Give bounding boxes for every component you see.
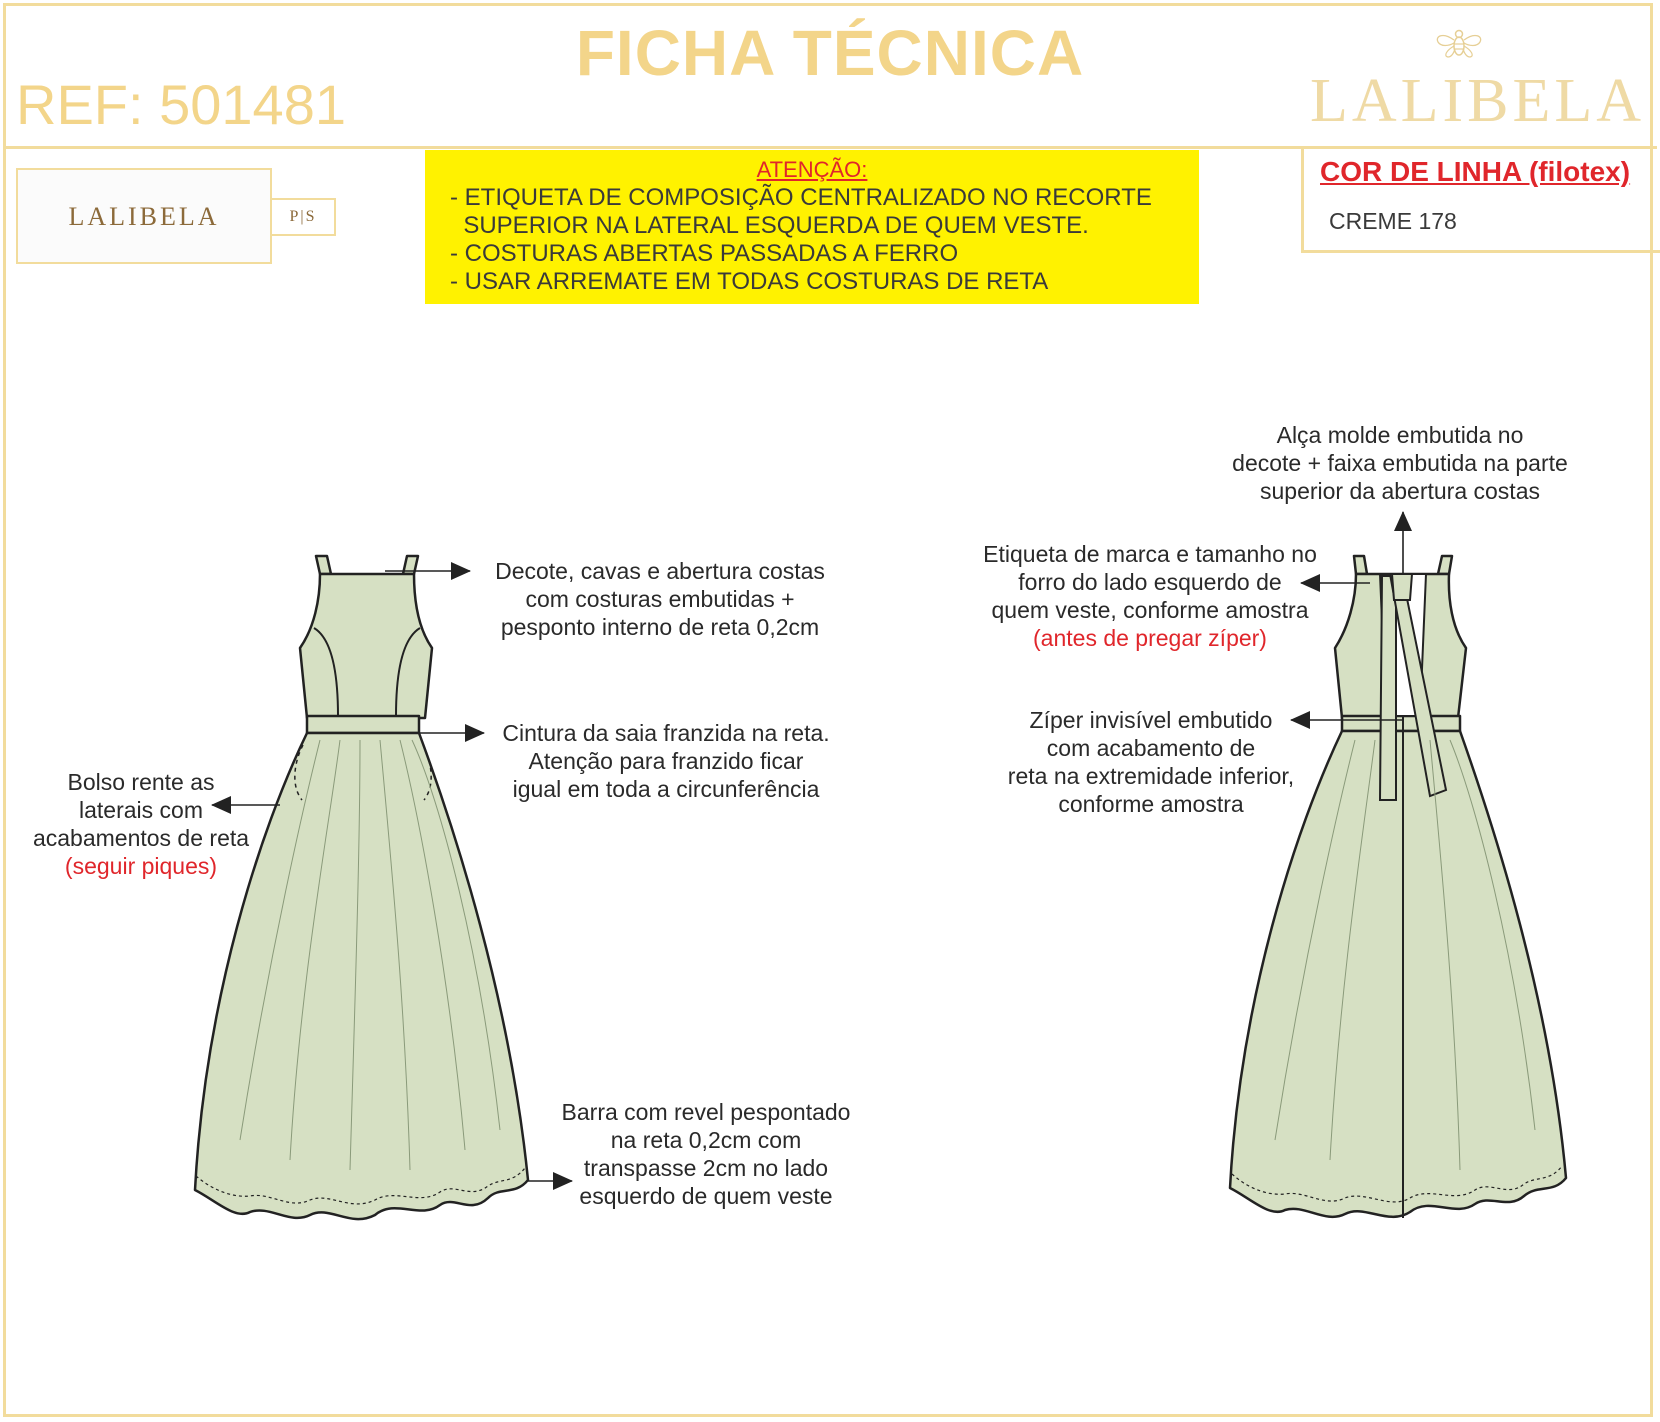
note-line: acabamentos de reta [32, 825, 250, 851]
note-pocket [16, 768, 266, 880]
note-line: reta na extremidade inferior, [1007, 763, 1295, 789]
front-left-strap [316, 556, 331, 574]
note-hem [536, 1098, 876, 1210]
note-line: conforme amostra [1058, 791, 1244, 817]
note-line: Alça molde embutida no [1276, 422, 1524, 448]
attention-title: ATENÇÃO: [756, 157, 868, 182]
note-line: Barra com revel pespontado [561, 1099, 851, 1125]
thread-color-title: COR DE LINHA (filotex) [1320, 156, 1631, 187]
note-line: Atenção para franzido ficar [528, 748, 804, 774]
page-title: FICHA TÉCNICA [575, 17, 1085, 89]
note-line: transpasse 2cm no lado [583, 1155, 829, 1181]
note-line: na reta 0,2cm com [610, 1127, 802, 1153]
note-line: quem veste, conforme amostra [991, 597, 1309, 623]
back-waistband [1342, 716, 1460, 731]
note-waist [478, 719, 854, 803]
front-view-dress [195, 556, 528, 1219]
note-line: laterais com [79, 797, 203, 823]
note-line: Decote, cavas e abertura costas [495, 558, 825, 584]
note-line: decote + faixa embutida na parte [1232, 450, 1568, 476]
size-tab: P|S [272, 198, 336, 236]
note-line: superior da abertura costas [1260, 478, 1540, 504]
attention-line: - ETIQUETA DE COMPOSIÇÃO CENTRALIZADO NO RECORTE [450, 184, 1152, 211]
attention-line: - COSTURAS ABERTAS PASSADAS A FERRO [450, 240, 959, 267]
note-brand-label [960, 540, 1340, 652]
back-right-strap [1438, 556, 1452, 574]
note-line: forro do lado esquerdo de [1018, 569, 1282, 595]
note-line: pesponto interno de reta 0,2cm [500, 614, 820, 640]
note-line: igual em toda a circunferência [512, 776, 820, 802]
note-line: esquerdo de quem veste [579, 1183, 833, 1209]
front-bodice [300, 574, 432, 718]
tie-left [1380, 576, 1396, 800]
note-line: Zíper invisível embutido [1029, 707, 1273, 733]
note-line: Cintura da saia franzida na reta. [502, 720, 830, 746]
note-neckline [472, 557, 848, 641]
note-zipper [990, 706, 1312, 818]
back-left-strap [1354, 556, 1367, 574]
note-line: Etiqueta de marca e tamanho no [983, 541, 1317, 567]
note-line: Bolso rente as [67, 769, 215, 795]
attention-line: SUPERIOR NA LATERAL ESQUERDA DE QUEM VESTE. [450, 212, 1089, 239]
note-line: com costuras embutidas + [525, 586, 795, 612]
tie-knot [1392, 574, 1412, 600]
note-line-red: (antes de pregar zíper) [1033, 625, 1267, 651]
note-line-red: (seguir piques) [64, 853, 218, 879]
label-brand-text: LALIBELA [68, 202, 220, 231]
thread-color-value: CREME 178 [1329, 208, 1457, 234]
front-waistband [307, 716, 419, 733]
attention-line: - USAR ARREMATE EM TODAS COSTURAS DE RETA [450, 268, 1049, 295]
note-line: com acabamento de [1046, 735, 1256, 761]
reference-code: REF: 501481 [16, 73, 346, 136]
note-strap [1200, 421, 1600, 505]
brand-logo: LALIBELA [1310, 67, 1646, 135]
